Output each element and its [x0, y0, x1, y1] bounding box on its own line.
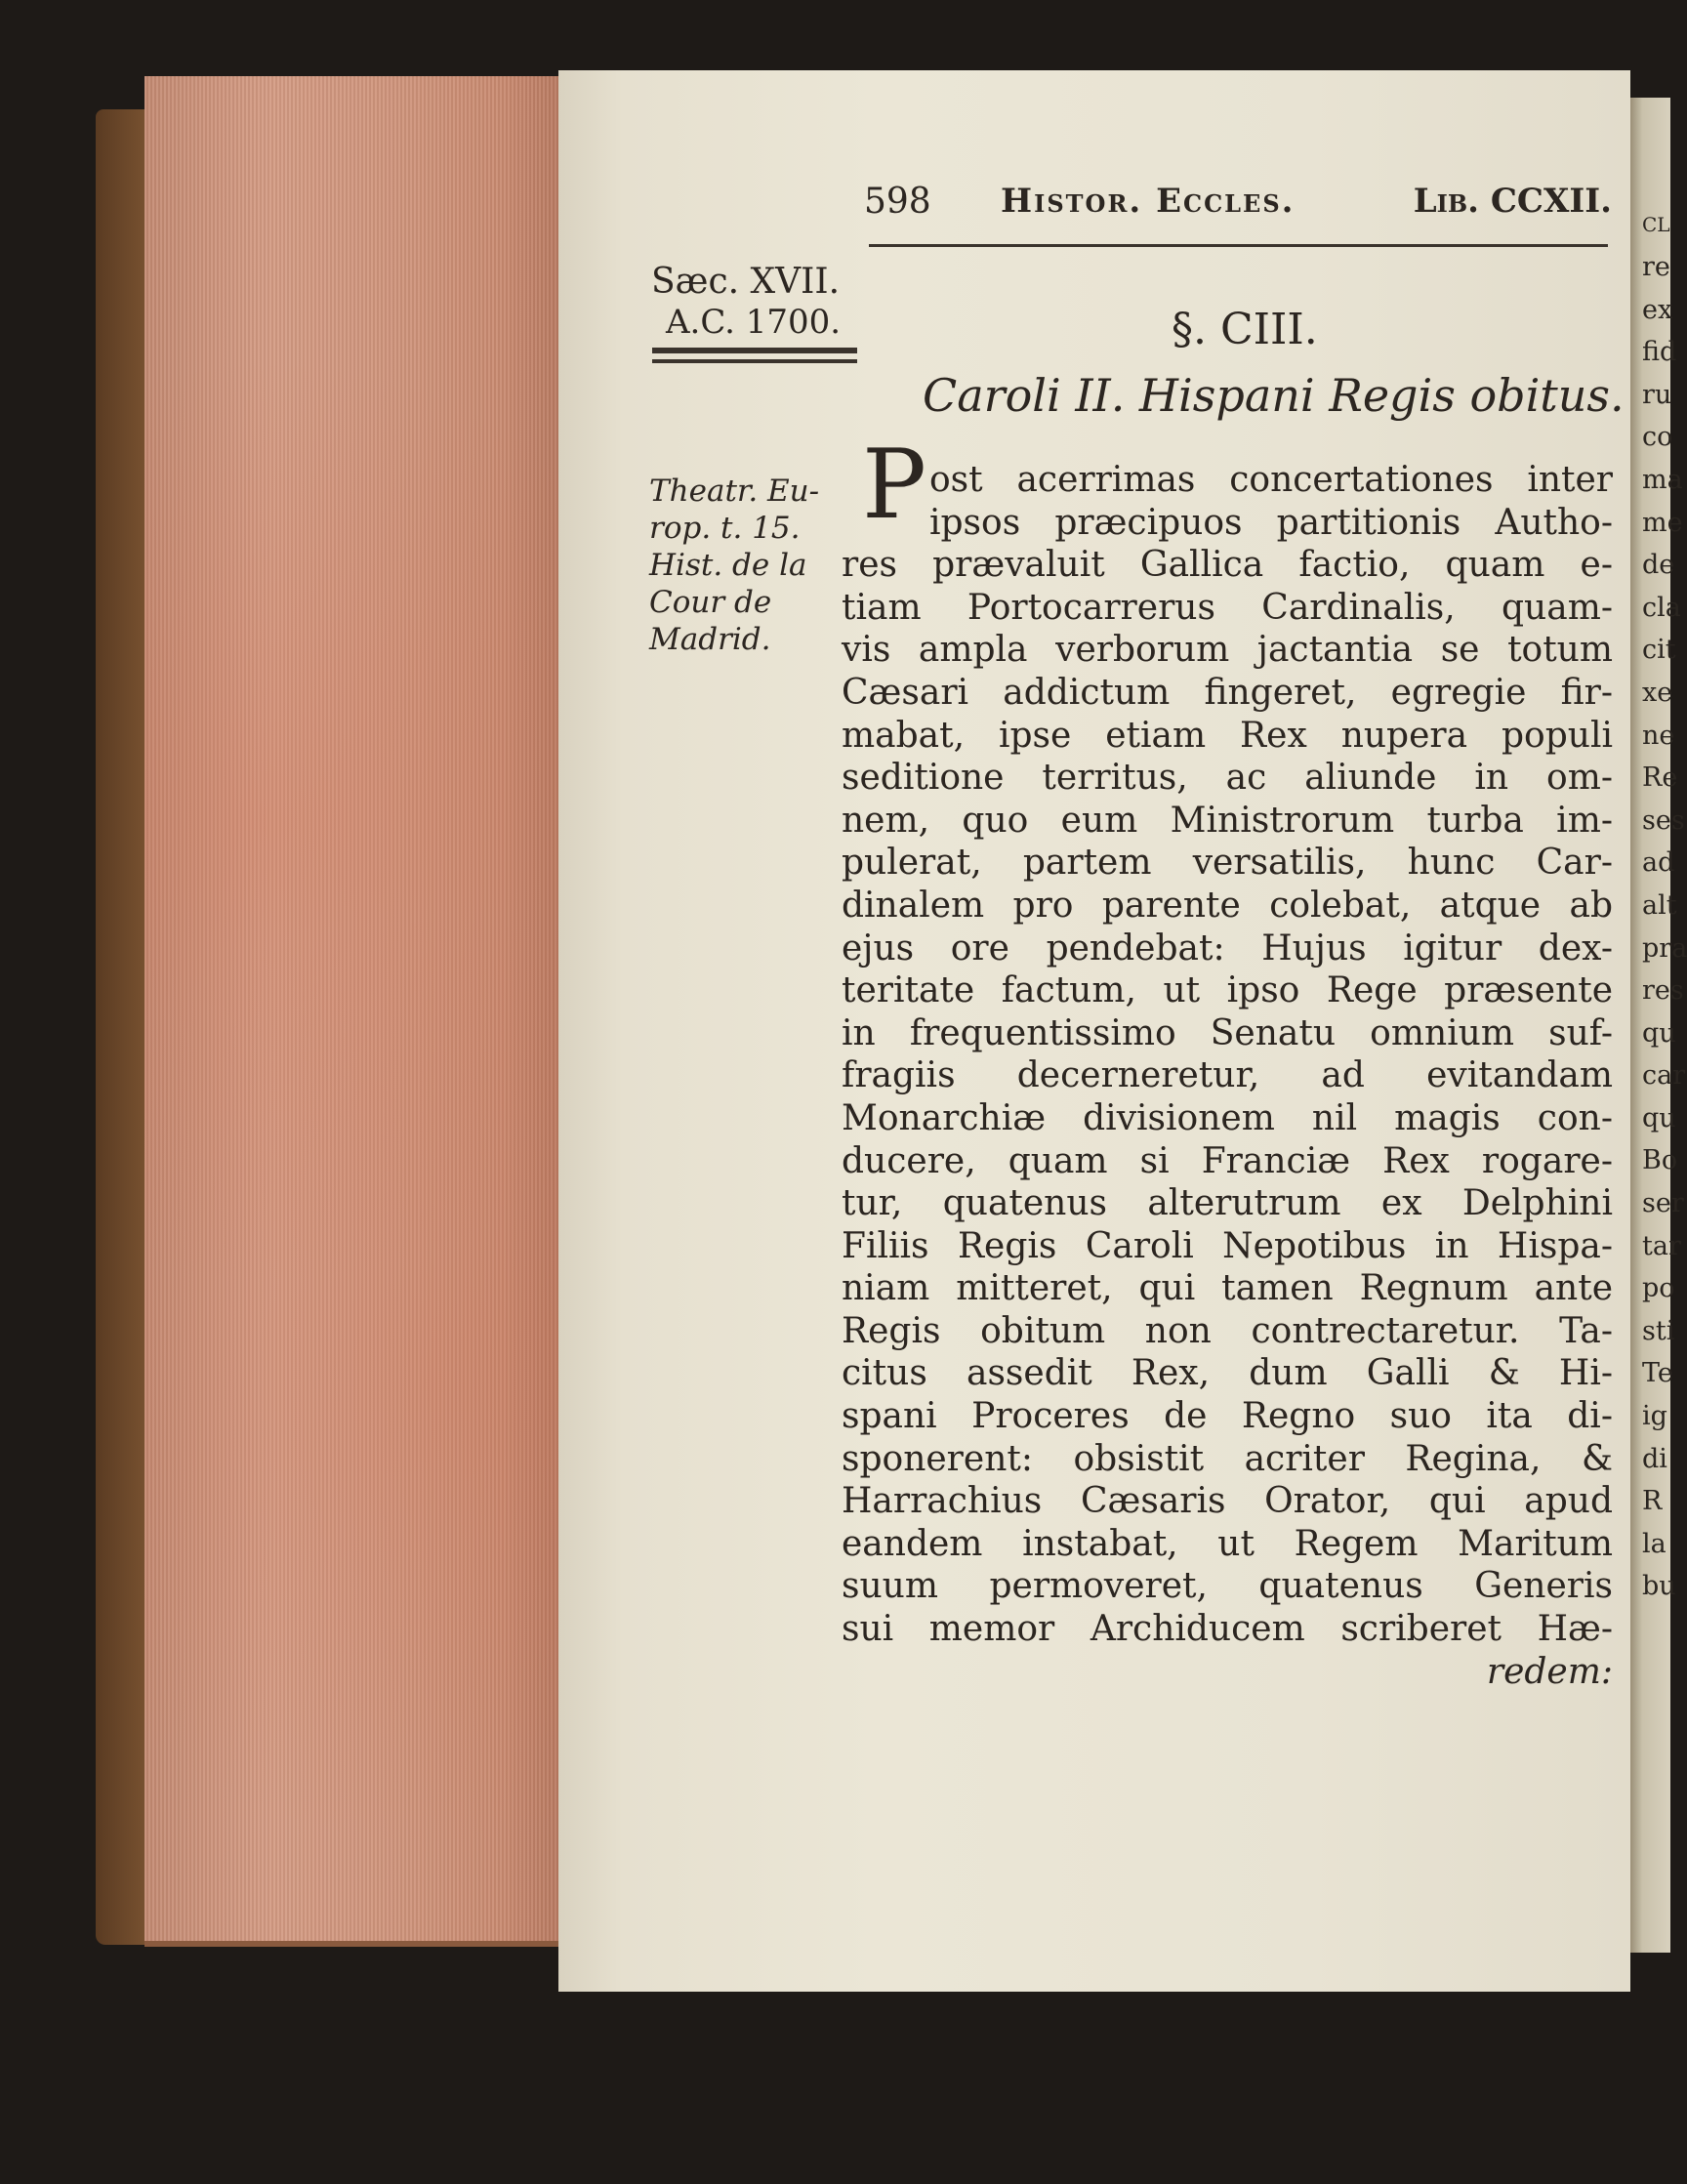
next-page-fragment: de — [1642, 550, 1675, 581]
body-text — [842, 459, 1613, 1693]
text-line: seditione territus, ac aliunde in om- — [842, 758, 1613, 799]
catchword: redem: — [1486, 1651, 1613, 1692]
next-page-fragment: qu — [1642, 1017, 1676, 1049]
next-page-fragment: Te — [1642, 1358, 1673, 1389]
next-page-fragment: pra — [1642, 932, 1687, 964]
text-line: vis ampla verborum jactantia se totum — [842, 630, 1613, 671]
text-line: tur, quatenus alterutrum ex Delphini — [842, 1183, 1613, 1224]
saeculum-label: Sæc. XVII. — [651, 262, 841, 302]
page-number: 598 — [864, 182, 931, 222]
page-edges — [144, 76, 566, 1947]
next-page-fragment: alt — [1642, 889, 1677, 921]
text-line: dinalem pro parente colebat, atque ab — [842, 885, 1613, 926]
margin-note-line: Hist. de la — [649, 548, 807, 583]
text-line: Monarchiæ divisionem nil magis con- — [842, 1097, 1613, 1138]
margin-note-line: Cour de — [649, 585, 772, 620]
next-page-fragment: re — [1642, 252, 1670, 282]
text-line: teritate factum, ut ipso Rege præsente — [842, 970, 1613, 1011]
next-page-fragment: la — [1642, 1528, 1666, 1559]
next-page-fragment: po — [1642, 1273, 1675, 1304]
next-page-fragment: ma — [1642, 464, 1683, 495]
next-page-fragment: ses — [1642, 804, 1685, 836]
margin-note-line: rop. t. 15. — [649, 511, 801, 546]
next-page-fragment: fid — [1642, 337, 1677, 368]
text-line: Regis obitum non contrectaretur. Ta- — [842, 1310, 1613, 1351]
text-line: niam mitteret, qui tamen Regnum ante — [842, 1268, 1613, 1309]
next-page-fragment: co — [1642, 422, 1673, 453]
text-line: citus assedit Rex, dum Galli & Hi- — [842, 1353, 1613, 1394]
next-page-fragment: di — [1642, 1443, 1667, 1474]
text-line: sui memor Archiducem scriberet Hæ- — [842, 1609, 1613, 1650]
text-line: res prævaluit Gallica factio, quam e- — [842, 545, 1613, 586]
next-page-fragment: ser — [1642, 1188, 1684, 1219]
text-line: ducere, quam si Franciæ Rex rogare- — [842, 1140, 1613, 1181]
margin-rule — [652, 359, 857, 363]
text-line: sponerent: obsistit acriter Regina, & — [842, 1438, 1613, 1479]
text-line: mabat, ipse etiam Rex nupera populi — [842, 715, 1613, 756]
section-title: Caroli II. Hispani Regis obitus. — [923, 369, 1625, 422]
text-line: Harrachius Cæsaris Orator, qui apud — [842, 1481, 1613, 1522]
book-number: Lib. CCXII. — [1413, 182, 1612, 221]
next-page-fragment: ex — [1642, 294, 1673, 325]
text-line: nem, quo eum Ministrorum turba im- — [842, 800, 1613, 841]
header-rule — [869, 244, 1608, 247]
next-page-fragment: R — [1642, 1486, 1663, 1517]
margin-note-line: Madrid. — [649, 622, 771, 657]
next-page-fragment: Re — [1642, 762, 1678, 794]
margin-note — [649, 473, 844, 658]
anno-label: A.C. 1700. — [666, 303, 842, 342]
text-line: ipsos præcipuos partitionis Autho- — [929, 502, 1613, 543]
margin-rule — [652, 348, 857, 353]
text-line: Cæsari addictum fingeret, egregie fir- — [842, 672, 1613, 713]
next-page-fragment: ad — [1642, 847, 1675, 879]
section-number: §. CIII. — [1172, 305, 1318, 354]
text-line: fragiis decerneretur, ad evitandam — [842, 1055, 1613, 1096]
margin-note-line: Theatr. Eu- — [649, 474, 820, 509]
drop-cap: P — [862, 430, 926, 541]
next-page-fragment: ig — [1642, 1401, 1667, 1432]
text-line: ost acerrimas concertationes inter — [929, 460, 1613, 500]
next-page-fragment: Bo — [1642, 1145, 1678, 1176]
next-page-fragment: CL — [1642, 213, 1670, 236]
text-line: spani Proceres de Regno suo ita di- — [842, 1396, 1613, 1437]
next-page-fragment: car — [1642, 1060, 1686, 1092]
next-page-fragment: tar — [1642, 1230, 1681, 1261]
next-page-fragment: me — [1642, 507, 1683, 538]
next-page-fragment: ne — [1642, 720, 1675, 751]
next-page-fragment: xe — [1642, 677, 1673, 708]
text-line: ejus ore pendebat: Hujus igitur dex- — [842, 927, 1613, 968]
running-head: Histor. Eccles. — [1001, 182, 1296, 221]
next-page-fragments — [1642, 203, 1687, 1608]
next-page-fragment: sti — [1642, 1315, 1675, 1346]
next-page-fragment: cit — [1642, 635, 1676, 666]
page-header — [864, 174, 1612, 232]
next-page-fragment: cla — [1642, 592, 1681, 623]
text-line: suum permoveret, quatenus Generis — [842, 1566, 1613, 1607]
text-line: tiam Portocarrerus Cardinalis, quam- — [842, 587, 1613, 628]
text-line: eandem instabat, ut Regem Maritum — [842, 1523, 1613, 1564]
next-page-fragment: ru — [1642, 379, 1672, 410]
next-page-fragment: res — [1642, 975, 1684, 1007]
text-line: in frequentissimo Senatu omnium suf- — [842, 1012, 1613, 1053]
next-page-fragment: bu — [1642, 1571, 1676, 1602]
next-page-fragment: qu — [1642, 1102, 1676, 1133]
text-line: Filiis Regis Caroli Nepotibus in Hispa- — [842, 1225, 1613, 1266]
text-line: pulerat, partem versatilis, hunc Car- — [842, 843, 1613, 884]
